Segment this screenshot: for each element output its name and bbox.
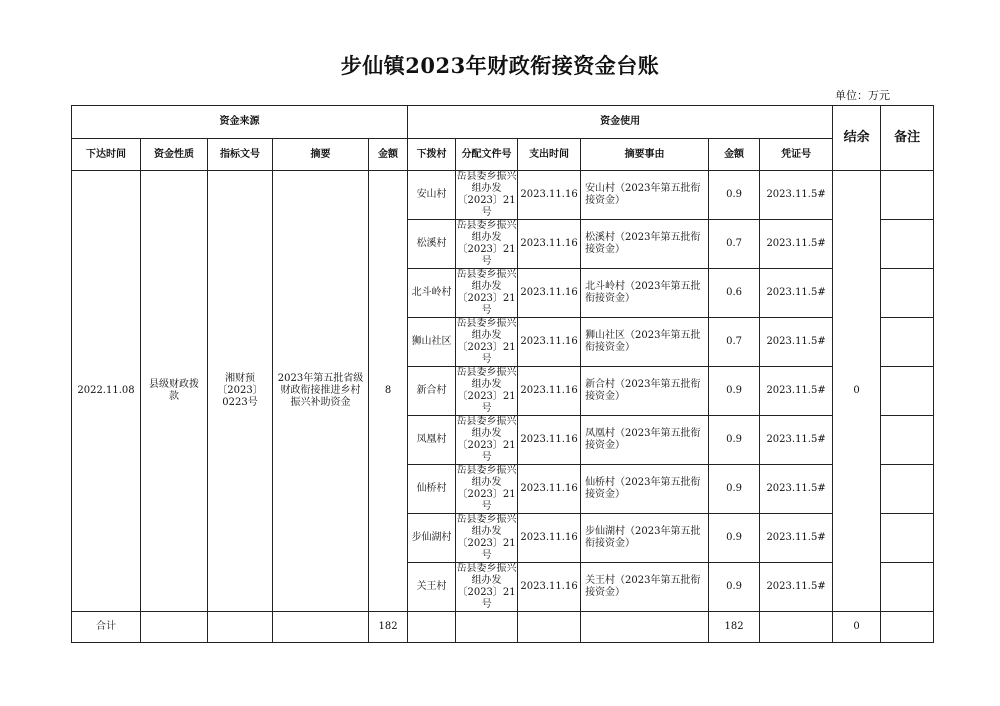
row-pay-time: 2023.11.16 xyxy=(518,171,581,220)
row-remarks xyxy=(881,514,934,563)
header-index-doc: 指标文号 xyxy=(208,139,273,171)
total-row xyxy=(72,612,934,643)
row-use-amount: 0.9 xyxy=(709,416,760,465)
header-fund-nature: 资金性质 xyxy=(141,139,208,171)
balance-value: 0 xyxy=(833,171,881,612)
total-label: 合计 xyxy=(72,612,141,643)
row-village: 狮山社区 xyxy=(408,318,456,367)
header-pay-time: 支出时间 xyxy=(518,139,581,171)
header-village: 下拨村 xyxy=(408,139,456,171)
row-pay-time: 2023.11.16 xyxy=(518,465,581,514)
row-alloc-doc: 岳县委乡振兴组办发〔2023〕21号 xyxy=(456,220,517,267)
row-remarks xyxy=(881,269,934,318)
row-village: 关王村 xyxy=(408,563,456,612)
row-pay-time: 2023.11.16 xyxy=(518,416,581,465)
row-alloc-doc: 岳县委乡振兴组办发〔2023〕21号 xyxy=(456,465,517,512)
header-alloc-doc: 分配文件号 xyxy=(456,139,518,171)
ledger-table xyxy=(71,105,934,643)
empty-cell xyxy=(456,612,518,643)
row-pay-time: 2023.11.16 xyxy=(518,514,581,563)
header-issue-time: 下达时间 xyxy=(72,139,141,171)
unit-label: 单位：万元 xyxy=(835,89,890,102)
row-pay-time: 2023.11.16 xyxy=(518,367,581,416)
source-index-doc: 湘财预〔2023〕0223号 xyxy=(208,171,273,612)
row-pay-time: 2023.11.16 xyxy=(518,220,581,269)
row-alloc-doc: 岳县委乡振兴组办发〔2023〕21号 xyxy=(456,171,517,218)
row-voucher: 2023.11.5# xyxy=(760,465,833,514)
row-voucher: 2023.11.5# xyxy=(760,318,833,367)
empty-cell xyxy=(141,612,208,643)
row-voucher: 2023.11.5# xyxy=(760,416,833,465)
row-remarks xyxy=(881,318,934,367)
row-use-amount: 0.7 xyxy=(709,220,760,269)
row-use-summary: 仙桥村（2023年第五批衔接资金） xyxy=(581,465,709,514)
row-alloc-doc: 岳县委乡振兴组办发〔2023〕21号 xyxy=(456,416,517,463)
table-row xyxy=(72,171,934,220)
row-remarks xyxy=(881,367,934,416)
row-voucher: 2023.11.5# xyxy=(760,563,833,612)
header-source-summary: 摘要 xyxy=(273,139,369,171)
row-use-summary: 凤凰村（2023年第五批衔接资金） xyxy=(581,416,709,465)
row-alloc-doc: 岳县委乡振兴组办发〔2023〕21号 xyxy=(456,318,517,365)
source-amount: 8 xyxy=(369,171,408,612)
row-remarks xyxy=(881,171,934,220)
row-alloc-doc: 岳县委乡振兴组办发〔2023〕21号 xyxy=(456,514,517,561)
row-voucher: 2023.11.5# xyxy=(760,514,833,563)
row-use-amount: 0.9 xyxy=(709,465,760,514)
row-remarks xyxy=(881,220,934,269)
row-use-amount: 0.6 xyxy=(709,269,760,318)
empty-cell xyxy=(208,612,273,643)
column-header-row xyxy=(72,139,934,171)
row-village: 安山村 xyxy=(408,171,456,220)
row-remarks xyxy=(881,563,934,612)
total-source-amount: 182 xyxy=(369,612,408,643)
row-use-amount: 0.9 xyxy=(709,171,760,220)
row-use-amount: 0.9 xyxy=(709,563,760,612)
empty-cell xyxy=(408,612,456,643)
page-title: 步仙镇2023年财政衔接资金台账 xyxy=(340,53,660,78)
row-use-summary: 步仙湖村（2023年第五批衔接资金） xyxy=(581,514,709,563)
row-voucher: 2023.11.5# xyxy=(760,367,833,416)
row-village: 北斗岭村 xyxy=(408,269,456,318)
row-pay-time: 2023.11.16 xyxy=(518,269,581,318)
row-village: 凤凰村 xyxy=(408,416,456,465)
row-village: 松溪村 xyxy=(408,220,456,269)
row-use-summary: 松溪村（2023年第五批衔接资金） xyxy=(581,220,709,269)
row-use-summary: 狮山社区（2023年第五批衔接资金） xyxy=(581,318,709,367)
header-source-amount: 金额 xyxy=(369,139,408,171)
row-village: 仙桥村 xyxy=(408,465,456,514)
row-pay-time: 2023.11.16 xyxy=(518,563,581,612)
row-use-summary: 安山村（2023年第五批衔接资金） xyxy=(581,171,709,220)
header-remarks: 备注 xyxy=(881,106,934,171)
row-alloc-doc: 岳县委乡振兴组办发〔2023〕21号 xyxy=(456,269,517,316)
total-use-amount: 182 xyxy=(709,612,760,643)
row-use-amount: 0.7 xyxy=(709,318,760,367)
header-voucher: 凭证号 xyxy=(760,139,833,171)
row-use-summary: 北斗岭村（2023年第五批衔接资金） xyxy=(581,269,709,318)
row-pay-time: 2023.11.16 xyxy=(518,318,581,367)
row-village: 新合村 xyxy=(408,367,456,416)
empty-cell xyxy=(518,612,581,643)
empty-cell xyxy=(273,612,369,643)
group-source: 资金来源 xyxy=(72,106,408,139)
header-use-summary: 摘要事由 xyxy=(581,139,709,171)
total-balance: 0 xyxy=(833,612,881,643)
group-header-row xyxy=(72,106,934,139)
header-balance: 结余 xyxy=(833,106,881,171)
source-issue-time: 2022.11.08 xyxy=(72,171,141,612)
empty-cell xyxy=(881,612,934,643)
row-alloc-doc: 岳县委乡振兴组办发〔2023〕21号 xyxy=(456,367,517,414)
group-use: 资金使用 xyxy=(408,106,833,139)
row-use-amount: 0.9 xyxy=(709,367,760,416)
row-alloc-doc: 岳县委乡振兴组办发〔2023〕21号 xyxy=(456,563,517,610)
row-use-summary: 新合村（2023年第五批衔接资金） xyxy=(581,367,709,416)
row-voucher: 2023.11.5# xyxy=(760,269,833,318)
source-summary: 2023年第五批省级财政衔接推进乡村振兴补助资金 xyxy=(273,171,369,612)
empty-cell xyxy=(581,612,709,643)
row-remarks xyxy=(881,465,934,514)
row-voucher: 2023.11.5# xyxy=(760,220,833,269)
header-use-amount: 金额 xyxy=(709,139,760,171)
row-village: 步仙湖村 xyxy=(408,514,456,563)
source-fund-nature: 县级财政拨款 xyxy=(141,171,208,612)
row-remarks xyxy=(881,416,934,465)
empty-cell xyxy=(760,612,833,643)
row-use-summary: 关王村（2023年第五批衔接资金） xyxy=(581,563,709,612)
row-use-amount: 0.9 xyxy=(709,514,760,563)
row-voucher: 2023.11.5# xyxy=(760,171,833,220)
